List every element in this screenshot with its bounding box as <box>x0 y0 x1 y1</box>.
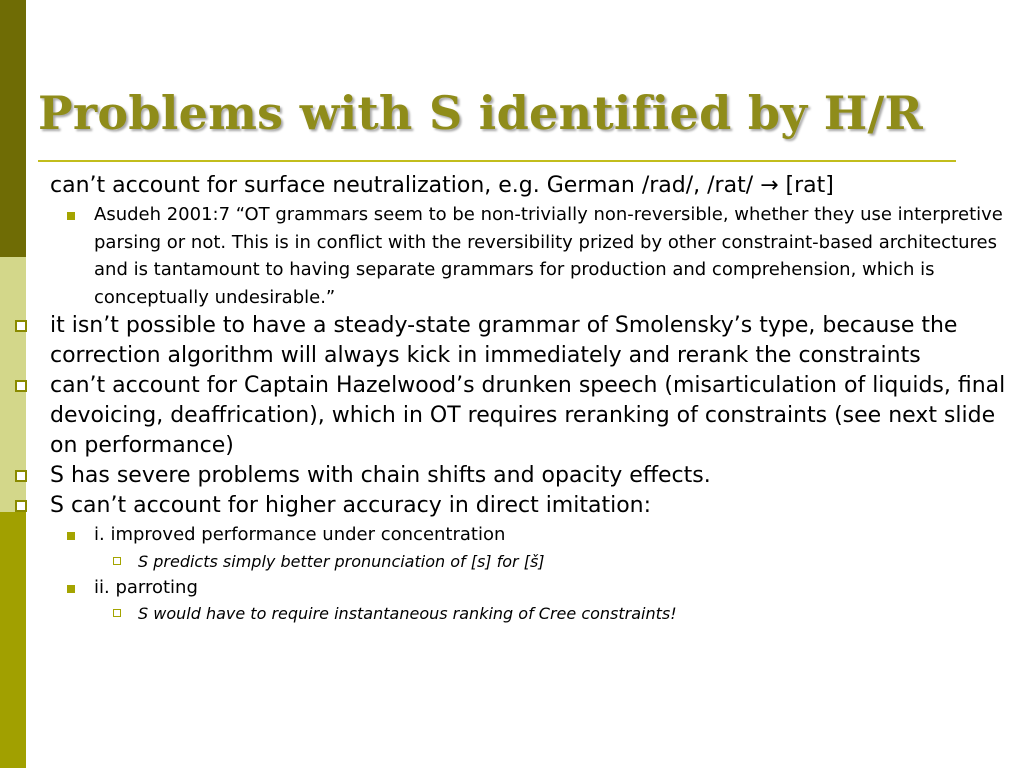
item-text: can’t account for Captain Hazelwood’s drunken speech (misarticulation of liquids, final devoicing, deaffrication), which in OT requires reranking of constraints (see next slide on performance) <box>50 373 1006 458</box>
hollow-square-bullet-icon <box>15 470 27 482</box>
item-text-suffix: [rat] <box>778 173 834 198</box>
sub-sub-item-text: S would have to require instantaneous ranking of Cree constraints! <box>138 604 677 623</box>
sub-item-text: ii. parroting <box>94 576 198 598</box>
hollow-square-bullet-icon <box>15 320 27 332</box>
sub-sub-bullet-item <box>14 601 1014 626</box>
slide-body <box>14 171 1014 626</box>
sub-bullet-item <box>14 574 1014 602</box>
bullet-item <box>14 171 1014 201</box>
hollow-square-bullet-icon <box>15 500 27 512</box>
title-underline <box>38 160 956 162</box>
sub-sub-item-text: S predicts simply better pronunciation of [s] for [š] <box>138 551 545 571</box>
item-text: S has severe problems with chain shifts and opacity effects. <box>50 463 711 488</box>
item-text: can’t account for surface neutralization, e.g. German /rad/, /rat/ <box>50 173 761 198</box>
bullet-item <box>14 461 1014 491</box>
item-text: it isn’t possible to have a steady-state grammar of Smolensky’s type, because the correction algorithm will always kick in immediately and rerank the constraints <box>50 313 958 368</box>
sub-bullet-item <box>14 521 1014 549</box>
sub-sub-bullet-item <box>14 549 1014 574</box>
right-arrow-symbol: → <box>760 173 779 198</box>
hollow-square-bullet-icon <box>15 380 27 392</box>
square-bullet-icon <box>67 212 75 220</box>
hollow-square-bullet-icon <box>113 609 121 617</box>
sub-item-text: i. improved performance under concentration <box>94 524 506 545</box>
sub-item-text: Asudeh 2001:7 “OT grammars seem to be non-trivially non-reversible, whether they use interpretive parsing or not. This is in conflict with the reversibility prized by other constraint-based architectures and is tantamount to having separate grammars for production and comprehension, which is conceptually undesirable.” <box>94 204 1003 308</box>
sub-bullet-item <box>14 201 1014 311</box>
square-bullet-icon <box>67 532 75 540</box>
slide-title: Problems with S identified by H/R <box>38 86 924 140</box>
item-text: S can’t account for higher accuracy in direct imitation: <box>50 493 652 518</box>
bullet-item <box>14 491 1014 521</box>
bullet-item <box>14 371 1014 461</box>
square-bullet-icon <box>67 585 75 593</box>
bullet-item <box>14 311 1014 371</box>
hollow-square-bullet-icon <box>113 557 121 565</box>
